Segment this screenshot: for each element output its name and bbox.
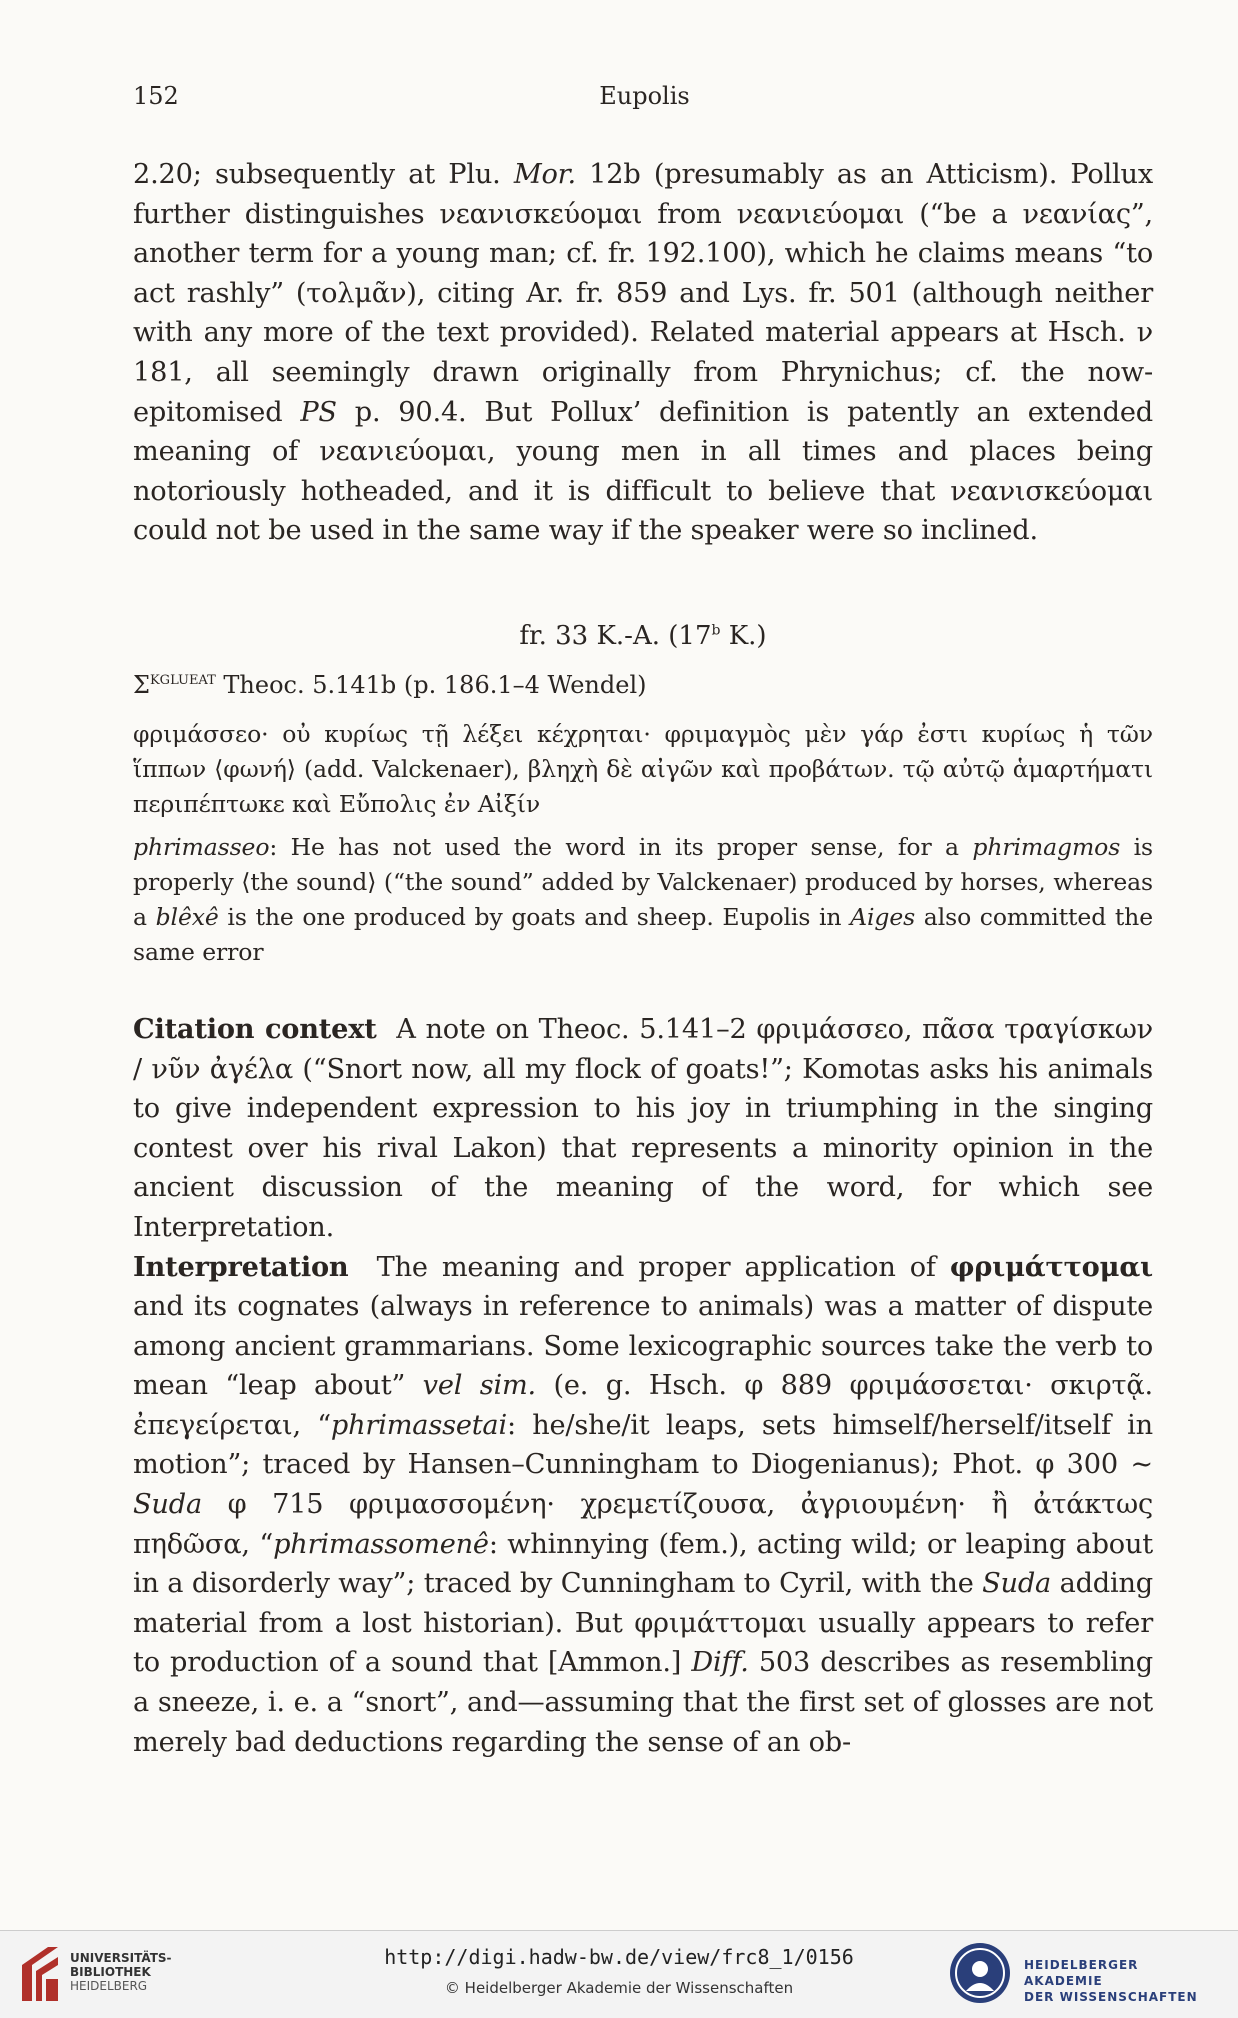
- text-run: : He has not used the word in its proper sense, for a: [269, 832, 973, 861]
- fragment-heading-text: fr. 33 K.-A. (17: [519, 620, 712, 651]
- text-run: 2.20; subsequently at Plu.: [133, 159, 514, 190]
- fragment-heading: [133, 621, 1153, 651]
- italic-run: Suda: [982, 1568, 1052, 1600]
- scholia-sigla: KGLUEAT: [149, 672, 216, 688]
- italic-run: phrimagmos: [972, 832, 1121, 861]
- permalink-url[interactable]: http://digi.hadw-bw.de/view/frc8_1/0156: [384, 1945, 854, 1969]
- italic-run: phrimassomenê: [273, 1528, 489, 1560]
- italic-run: phrimassetai: [330, 1409, 507, 1441]
- italic-run: blêxê: [155, 902, 219, 931]
- italic-run: Aiges: [850, 902, 916, 931]
- page-body: [133, 155, 1162, 1762]
- text-run: 503 describes as resembling a sneeze, i. e. a “snort”, and—assuming that the first set of glosses are not merely bad deductions regarding the sense of an ob-: [133, 1647, 1154, 1758]
- commentary-paragraph: [133, 155, 1153, 551]
- lemma: φριμάττομαι: [949, 1250, 1153, 1283]
- section-text: A note on Theoc. 5.141–2 φριμάσσεο, πᾶσα τραγίσκων / νῦν ἀγέλα (“Snort now, all my flock of goats!”; Komotas asks his animals to give independent expression to his joy in triumphing in the singing contest over his rival Lakon) that represents a minority opinion in the ancient discussion of the meaning of the word, for which see Interpretation.: [133, 1013, 1162, 1243]
- fragment-heading-text: K.): [720, 620, 767, 651]
- text-run: : whinnying (fem.), acting wild; or leaping about in a disorderly way”; traced by Cunningham to Cyril, with the: [133, 1528, 1153, 1600]
- greek-fragment-text: φριμάσσεο· οὐ κυρίως τῇ λέξει κέχρηται· φριμαγμὸς μὲν γάρ ἐστι κυρίως ἡ τῶν ἵππων ⟨φωνή⟩ (add. Valckenaer), βληχὴ δὲ αἰγῶν καὶ προβάτων. τῷ αὐτῷ ἁμαρτήματι περιπέπτωκε καὶ Εὔπολις ἐν Αἰξίν: [133, 719, 1153, 818]
- italic-run: PS: [300, 396, 337, 428]
- academy-logo-text: [1024, 1957, 1218, 2005]
- text-run: adding material from a lost historian). But φριμάττομαι usually appears to refer to production of a sound that [Ammon.]: [133, 1568, 1153, 1679]
- italic-run: Mor.: [513, 159, 576, 190]
- fragment-source: [133, 671, 1153, 699]
- ub-line: BIBLIOTHEK: [70, 1965, 151, 1979]
- ub-line: HEIDELBERG: [70, 1979, 148, 1993]
- ub-line: UNIVERSITÄTS-: [70, 1951, 172, 1965]
- text-run: The meaning and proper application of: [348, 1251, 950, 1283]
- academy-logo[interactable]: [948, 1941, 1218, 2005]
- scholia-sigma: Σ: [133, 670, 150, 699]
- fragment-translation: [133, 830, 1153, 970]
- interpretation-section: [133, 1248, 1153, 1763]
- italic-run: vel sim.: [422, 1370, 536, 1402]
- copyright-notice: © Heidelberger Akademie der Wissenschaften: [444, 1979, 794, 1997]
- section-label: Citation context: [133, 1012, 377, 1045]
- text-run: 12b (presumably as an Atticism). Pollux further distinguishes νεανισκεύομαι from νεανιεύομαι (“be a νεανίας”, another term for a young man; cf. fr. 192.100), which he claims means “to act rashly” (τολμᾶν), citing Ar. fr. 859 and Lys. fr. 501 (although neither with any more of the text provided). Related material appears at Hsch. ν 181, all seemingly drawn originally from Phrynichus; cf. the now-epitomised: [133, 159, 1153, 428]
- text-run: (e. g. Hsch. φ 889 φριμάσσεται· σκιρτᾷ. ἐπεγείρεται, “: [133, 1370, 1154, 1441]
- fragment-heading-sup: b: [711, 622, 721, 639]
- italic-run: Suda: [133, 1489, 202, 1521]
- text-run: φ 715 φριμασσομένη· χρεμετίζουσα, ἀγριουμένη· ἢ ἀτάκτως πηδῶσα, “: [133, 1489, 1153, 1560]
- italic-run: Diff.: [691, 1647, 749, 1679]
- citation-context-section: [133, 1010, 1162, 1248]
- text-run: : he/she/it leaps, sets himself/herself/itself in motion”; traced by Hansen–Cunningham to Diogenianus); Phot. φ 300 ~: [133, 1409, 1153, 1481]
- section-label: Interpretation: [133, 1250, 349, 1283]
- italic-run: phrimasseo: [133, 832, 270, 861]
- running-title: Eupolis: [599, 82, 690, 110]
- source-reference: Theoc. 5.141b (p. 186.1–4 Wendel): [215, 670, 647, 699]
- academy-line: DER WISSENSCHAFTEN: [1024, 1990, 1198, 2004]
- text-run: also committed the same error: [133, 902, 1154, 966]
- text-run: is properly ⟨the sound⟩ (“the sound” added by Valckenaer) produced by horses, whereas a: [133, 832, 1153, 931]
- text-run: and its cognates (always in reference to animals) was a matter of dispute among ancient grammarians. Some lexicographic sources take the verb to mean “leap about”: [133, 1291, 1153, 1402]
- text-run: p. 90.4. But Pollux’ definition is patently an extended meaning of νεανιεύομαι, young men in all times and places being notoriously hotheaded, and it is difficult to believe that νεανισκεύομαι could not be used in the same way if the speaker were so inclined.: [133, 396, 1153, 547]
- page-number: 152: [133, 82, 179, 110]
- academy-line: HEIDELBERGER AKADEMIE: [1024, 1958, 1139, 1988]
- page-header: [133, 82, 1156, 116]
- viewer-footer: [0, 1930, 1238, 2018]
- text-run: is the one produced by goats and sheep. Eupolis in: [218, 902, 851, 931]
- academy-seal-icon: [948, 1941, 1012, 2005]
